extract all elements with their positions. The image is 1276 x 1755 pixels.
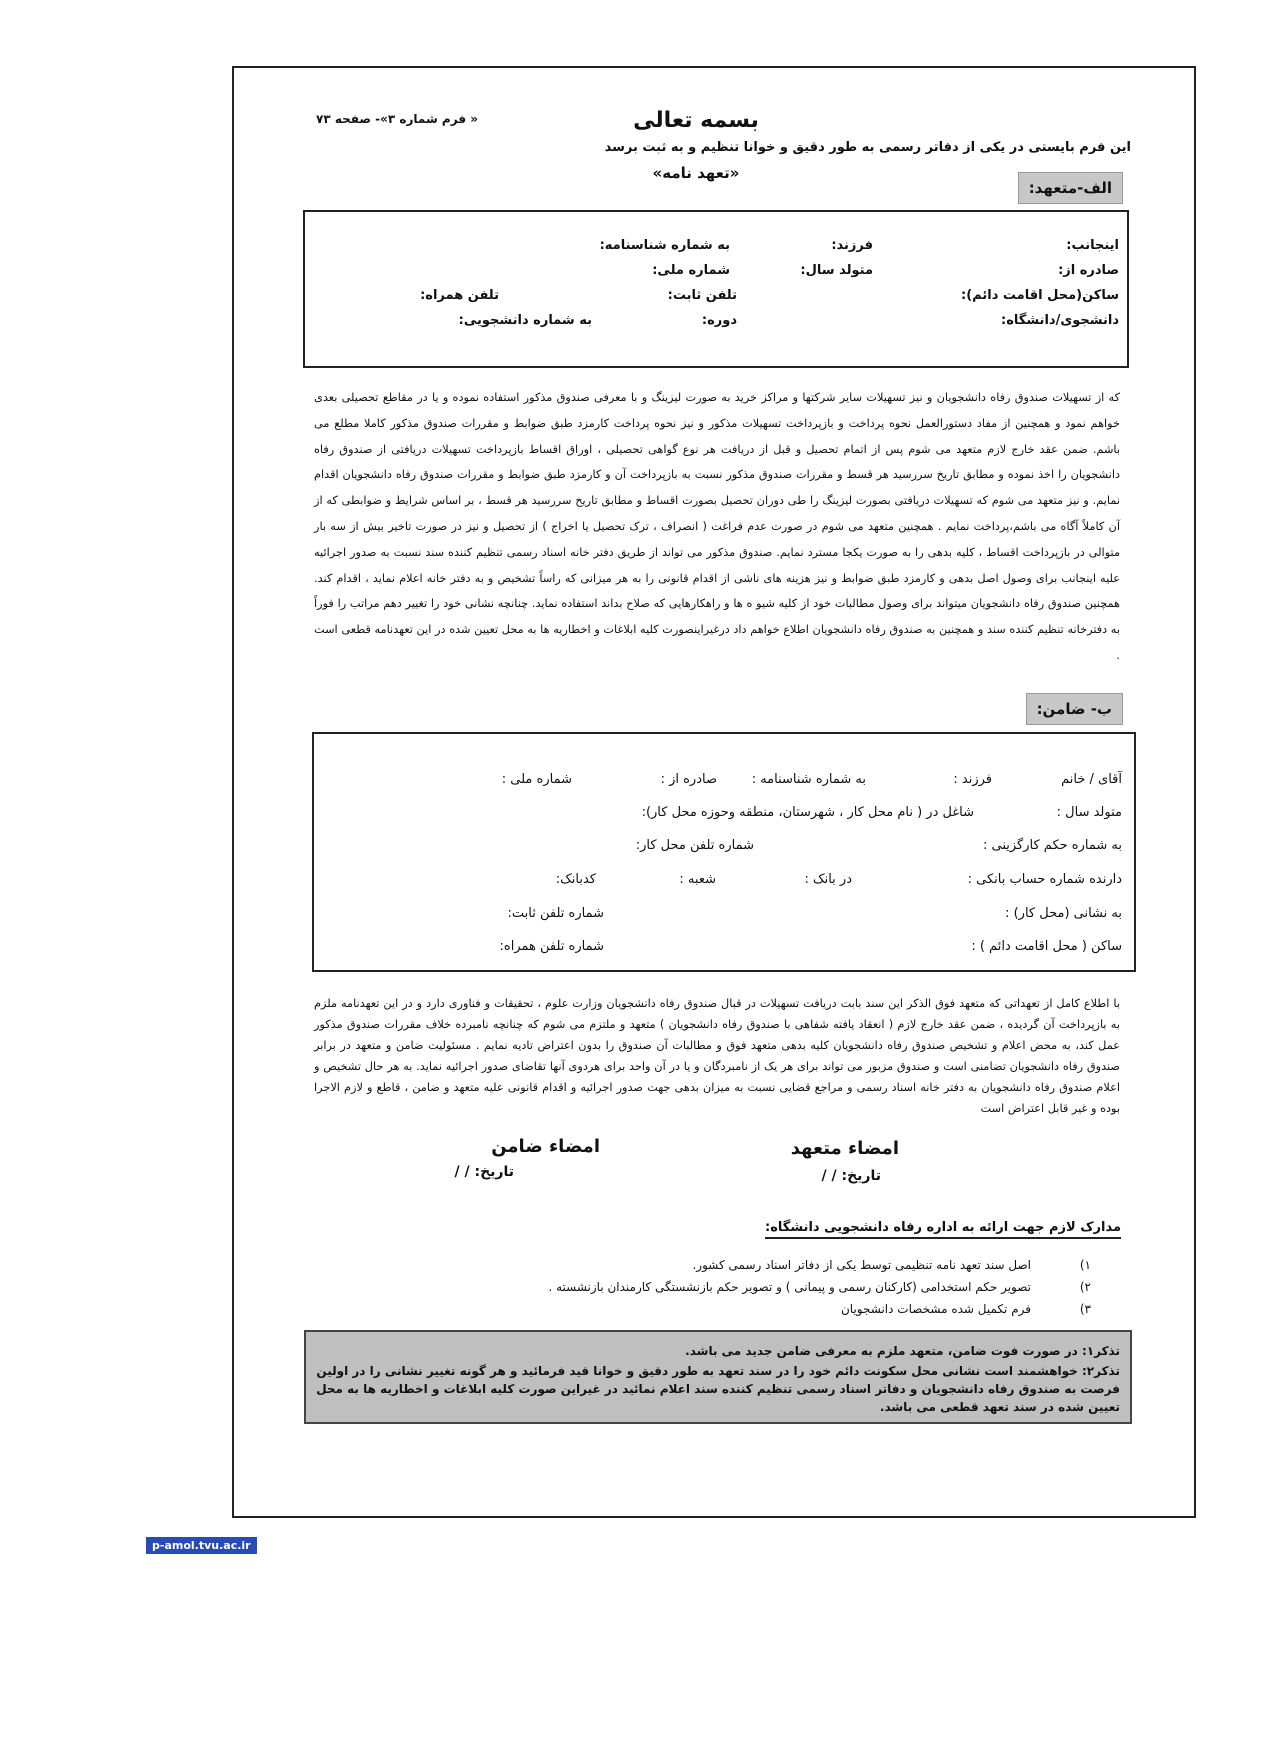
field-b-code-bank: کدبانک: xyxy=(555,872,596,887)
notes-box xyxy=(304,1330,1132,1424)
field-b-motavalled: متولد سال : xyxy=(1056,805,1122,820)
field-b-melli: شماره ملی : xyxy=(501,772,572,787)
field-b-hesab: دارنده شماره حساب بانکی : xyxy=(967,872,1122,887)
form-number: « فرم شماره ۳»- صفحه ۷۳ xyxy=(316,112,478,126)
field-sadere: صادره از: xyxy=(1058,263,1119,278)
bismillah-heading: بسمه تعالی xyxy=(633,108,759,133)
section-b-paragraph: با اطلاع کامل از تعهداتی که متعهد فوق الذکر این سند بابت دریافت تسهیلات در قبال صندوق رفاه دانشجویان وزارت علوم ، تحقیقات و فناوری دارد و در این تعهدنامه ملزم به بازپرداخت آن گردیده ، ضمن عقد خارج لازم ( انعقاد یافته شفاهی با صندوق رفاه دانشجویان ) متعهد و ملتزم می شوم که چنانچه نامبرده خلاف مقررات صندوق مذکور عمل کند، به محض اعلام و تشخیص صندوق رفاه دانشجویان کلیه بدهی متعهد فوق و مطالبات آن صندوق را بدون اعتراض تادیه نمایم . مسئولیت ضامن و متعهد در برابر صندوق رفاه دانشجویان تضامنی است و صندوق مزبور می تواند برای هر یک از نامبردگان و یا در آن واحد برای هردوی آنها تقاضای صدور اجرائیه نماید. به هر حال تشخیص و اعلام صندوق رفاه دانشجویان به دفتر خانه اسناد رسمی و مراجع قضایی نسبت به میزان بدهی جهت صدور اجرائیه و اقدام قانونی علیه متعهد و ضامن ، قاطع و لازم الاجرا بوده و غیر قابل اعتراض است xyxy=(314,997,1120,1115)
field-b-saken: ساکن ( محل اقامت دائم ) : xyxy=(971,939,1122,954)
field-farzand: فرزند: xyxy=(831,238,873,253)
field-motavalled: متولد سال: xyxy=(800,263,873,278)
section-a-box xyxy=(303,210,1129,368)
signature-motaahed-date: تاریخ: / / xyxy=(821,1168,881,1184)
document-item-text: اصل سند تعهد نامه تنظیمی توسط یکی از دفاتر اسناد رسمی کشور. xyxy=(692,1258,1031,1272)
field-b-agha: آقای / خانم xyxy=(1061,772,1122,787)
document-item-number: ۱) xyxy=(1079,1258,1091,1272)
note-1: تذکر۱: در صورت فوت ضامن، متعهد ملزم به معرفی ضامن جدید می باشد. xyxy=(685,1344,1120,1358)
form-instruction: این فرم بایستی در یکی از دفاتر رسمی به طور دقیق و خوانا تنظیم و به ثبت برسد xyxy=(604,140,1131,155)
document-item-text: فرم تکمیل شده مشخصات دانشجویان xyxy=(840,1302,1031,1316)
field-b-shobe: شعبه : xyxy=(679,872,716,887)
field-b-shenasname: به شماره شناسنامه : xyxy=(751,772,866,787)
section-a-label: الف-متعهد: xyxy=(1018,172,1123,204)
site-url-watermark: p-amol.tvu.ac.ir xyxy=(146,1537,257,1554)
section-b-label: ب- ضامن: xyxy=(1026,693,1123,725)
field-b-neshani: به نشانی (محل کار) : xyxy=(1005,906,1122,921)
signature-motaahed-label: امضاء متعهد xyxy=(790,1138,899,1159)
field-b-tel-kar: شماره تلفن محل کار: xyxy=(635,838,754,853)
note-2: تذکر۲: خواهشمند است نشانی محل سکونت دائم خود را در سند تعهد به طور دقیق و خوانا قید فرمائید و هر گونه تغییر نشانی را در اولین فرصت به صندوق رفاه دانشجویان و دفاتر اسناد رسمی تنظیم کننده سند اعلام نمائید در غیراین صورت کلیه ابلاغات و اخطاریه ها به محل تعیین شده در سند تعهد قطعی می باشد. xyxy=(316,1364,1120,1414)
signature-zamen-label: امضاء ضامن xyxy=(491,1136,600,1157)
document-item-text: تصویر حکم استخدامی (کارکنان رسمی و پیمانی ) و تصویر حکم بازنشستگی کارمندان بازنشسته . xyxy=(548,1280,1031,1294)
field-shomare-daneshjooyi: به شماره دانشجویی: xyxy=(458,313,592,328)
field-b-bank: در بانک : xyxy=(804,872,852,887)
field-b-hokm: به شماره حکم کارگزینی : xyxy=(983,838,1122,853)
document-item-number: ۳) xyxy=(1079,1302,1091,1316)
field-b-sadere: صادره از : xyxy=(660,772,717,787)
field-doreh: دوره: xyxy=(701,313,737,328)
field-b-shaghel: شاغل در ( نام محل کار ، شهرستان، منطقه وحوزه محل کار): xyxy=(641,805,974,820)
field-b-farzand: فرزند : xyxy=(953,772,992,787)
field-injaneb: اینجانب: xyxy=(1066,238,1119,253)
section-b-box xyxy=(312,732,1136,972)
field-b-tel-hamrah: شماره تلفن همراه: xyxy=(499,939,604,954)
documents-heading: مدارک لازم جهت ارائه به اداره رفاه دانشجویی دانشگاه: xyxy=(765,1220,1121,1239)
field-tel-hamrah: تلفن همراه: xyxy=(420,288,499,303)
field-melli: شماره ملی: xyxy=(652,263,730,278)
field-b-tel-sabet: شماره تلفن ثابت: xyxy=(507,906,604,921)
signature-zamen-date: تاریخ: / / xyxy=(454,1164,514,1180)
field-tel-sabet: تلفن ثابت: xyxy=(667,288,737,303)
field-saken: ساکن(محل اقامت دائم): xyxy=(961,288,1119,303)
field-daneshjoo: دانشجوی/دانشگاه: xyxy=(1001,313,1119,328)
section-a-paragraph: که از تسهیلات صندوق رفاه دانشجویان و نیز تسهیلات سایر شرکتها و مراکز خرید به صورت لیزینگ و با معرفی صندوق مذکور استفاده نموده و یا در مقاطع تحصیلی بعدی خواهم نمود و همچنین از مفاد دستورالعمل نحوه پرداخت و بازپرداخت تسهیلات مذکور و نیز نحوه پرداخت کارمزد طبق ضوابط و مقررات صندوق مذکور کاملا مطلع می باشم. ضمن عقد خارج لازم متعهد می شوم پس از اتمام تحصیل و قبل از دریافت هر نوع گواهی تحصیلی ، اوراق اقساط بازپرداخت تسهیلات دریافتی از صندوق رفاه دانشجویان را اخذ نموده و مطابق تاریخ سررسید هر قسط و مقررات صندوق مذکور نسبت به بازپرداخت آن و کارمزد طبق ضوابط و مقررات صندوق رفاه دانشجویان اقدام نمایم. و نیز متعهد می شوم که تسهیلات دریافتی بصورت لیزینگ را طی دوران تحصیل بصورت اقساط و مطابق تاریخ سررسید هر قسط ، بر اساس شرایط و ضوابطی که از آن کاملاً آگاه می باشم،پرداخت نمایم . همچنین متعهد می شوم در صورت عدم فراغت ( انصراف ، ترک تحصیل یا اخراج ) از تحصیل و نیز در صورت تاخیر بیش از سه بار متوالی در بازپرداخت اقساط ، کلیه بدهی را به صورت یکجا مسترد نمایم. صندوق مذکور می تواند از طریق دفتر خانه اسناد رسمی تنظیم کننده سند نسبت به صدور اجرائیه علیه اینجانب برای وصول اصل بدهی و کارمزد طبق ضوابط و نیز هزینه های ناشی از اقدام قانونی را به هر میزانی که راساً تشخیص و به دفتر خانه اعلام نماید ، اقدام کند. همچنین صندوق رفاه دانشجویان میتواند برای وصول مطالبات خود از کلیه شیو ه ها و راهکارهایی که صلاح بداند استفاده نماید. چنانچه نشانی خود را تغییر دهم مراتب را فوراً به دفترخانه تنظیم کننده سند و همچنین به صندوق رفاه دانشجویان اطلاع خواهم داد درغیراینصورت کلیه ابلاغات و اخطاریه ها به محل تعیین شده در این تعهدنامه قطعی است . xyxy=(314,391,1120,662)
field-shenasname: به شماره شناسنامه: xyxy=(599,238,730,253)
document-item-number: ۲) xyxy=(1079,1280,1091,1294)
form-title: «تعهد نامه» xyxy=(652,164,740,182)
